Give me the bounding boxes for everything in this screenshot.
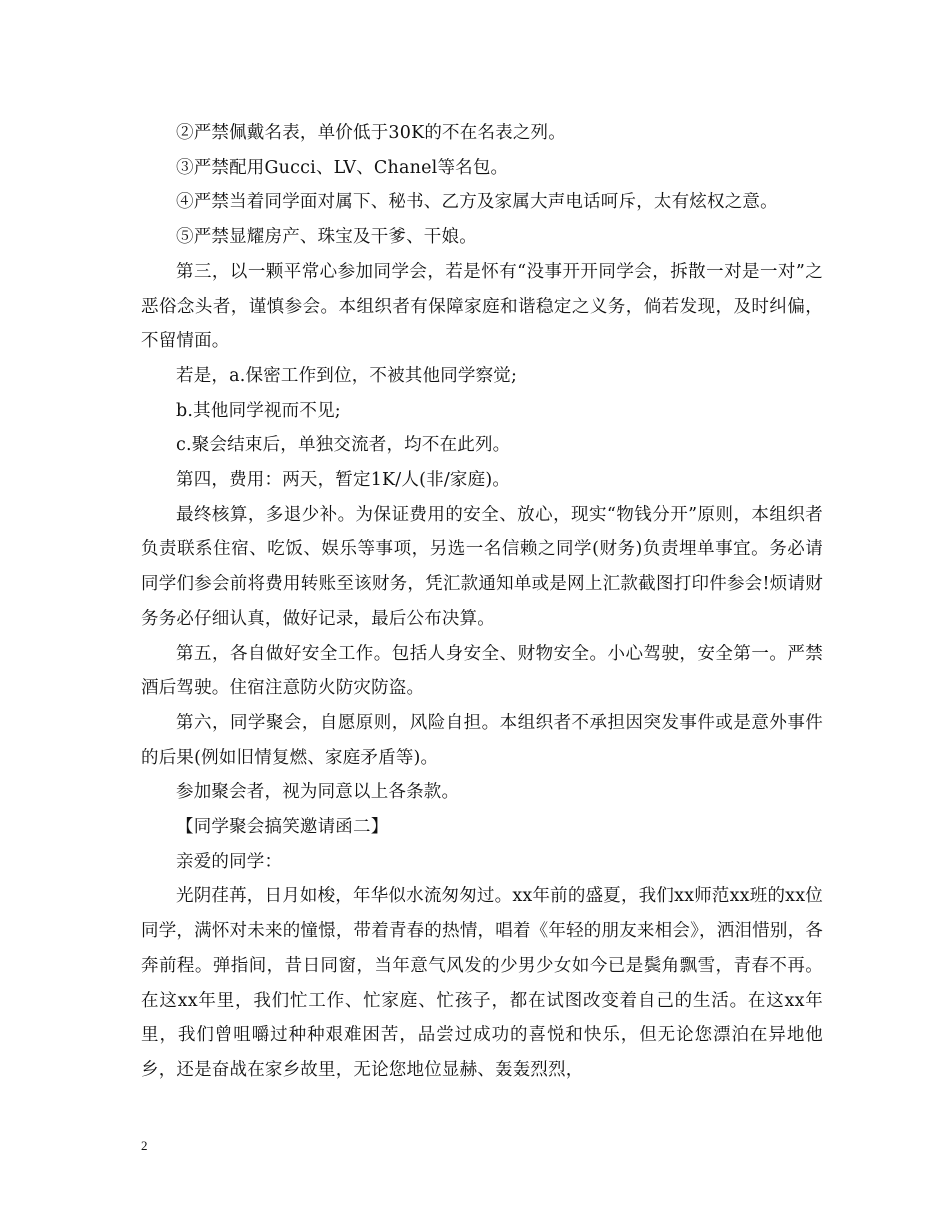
paragraph: 若是，a.保密工作到位，不被其他同学察觉; (176, 365, 518, 386)
page-number: 2 (141, 1138, 148, 1153)
paragraph: 第三，以一颗平常心参加同学会，若是怀有“没事开开同学会，拆散一对是一对”之恶俗念头者，谨慎参会。本组织者有保障家庭和谐稳定之义务，倘若发现，及时纠偏，不留情面。 (141, 261, 823, 352)
salutation: 亲爱的同学： (176, 851, 283, 872)
paragraph: ⑤严禁显耀房产、珠宝及干爹、干娘。 (176, 227, 477, 248)
paragraph: 第五，各自做好安全工作。包括人身安全、财物安全。小心驾驶，安全第一。严禁酒后驾驶。住宿注意防火防灾防盗。 (141, 643, 823, 699)
paragraph: 光阴荏苒，日月如梭，年华似水流匆匆过。xx年前的盛夏，我们xx师范xx班的xx位同学，满怀对未来的憧憬，带着青春的热情，唱着《年轻的朋友来相会》，洒泪惜别，各奔前程。弹指间，昔日同窗，当年意气风发的少男少女如今已是鬓角飘雪，青春不再。在这xx年里，我们忙工作、忙家庭、忙孩子，都在试图改变着自己的生活。在这xx年里，我们曾咀嚼过种种艰难困苦，品尝过成功的喜悦和快乐，但无论您漂泊在异地他乡，还是奋战在家乡故里，无论您地位显赫、轰轰烈烈， (141, 886, 823, 1080)
document-body (141, 116, 823, 1088)
paragraph: ②严禁佩戴名表，单价低于30K的不在名表之列。 (176, 123, 566, 143)
paragraph: ④严禁当着同学面对属下、秘书、乙方及家属大声电话呵斥，太有炫权之意。 (176, 192, 778, 213)
paragraph: 最终核算，多退少补。为保证费用的安全、放心，现实“物钱分开”原则，本组织者负责联系住宿、吃饭、娱乐等事项，另选一名信赖之同学(财务)负责埋单事宜。务必请同学们参会前将费用转账至该财务，凭汇款通知单或是网上汇款截图打印件参会!烦请财务务必仔细认真，做好记录，最后公布决算。 (141, 504, 823, 629)
section-heading: 【同学聚会搞笑邀请函二】 (176, 817, 389, 838)
paragraph: 第六，同学聚会，自愿原则，风险自担。本组织者不承担因突发事件或是意外事件的后果(例如旧情复燃、家庭矛盾等)。 (141, 712, 823, 768)
paragraph: 参加聚会者，视为同意以上各条款。 (176, 782, 460, 803)
paragraph: ③严禁配用Gucci、LV、Chanel等名包。 (176, 157, 509, 178)
paragraph: 第四，费用：两天，暂定1K/人(非/家庭)。 (176, 470, 511, 491)
paragraph: c.聚会结束后，单独交流者，均不在此列。 (176, 435, 511, 456)
paragraph: b.其他同学视而不见; (176, 400, 341, 421)
